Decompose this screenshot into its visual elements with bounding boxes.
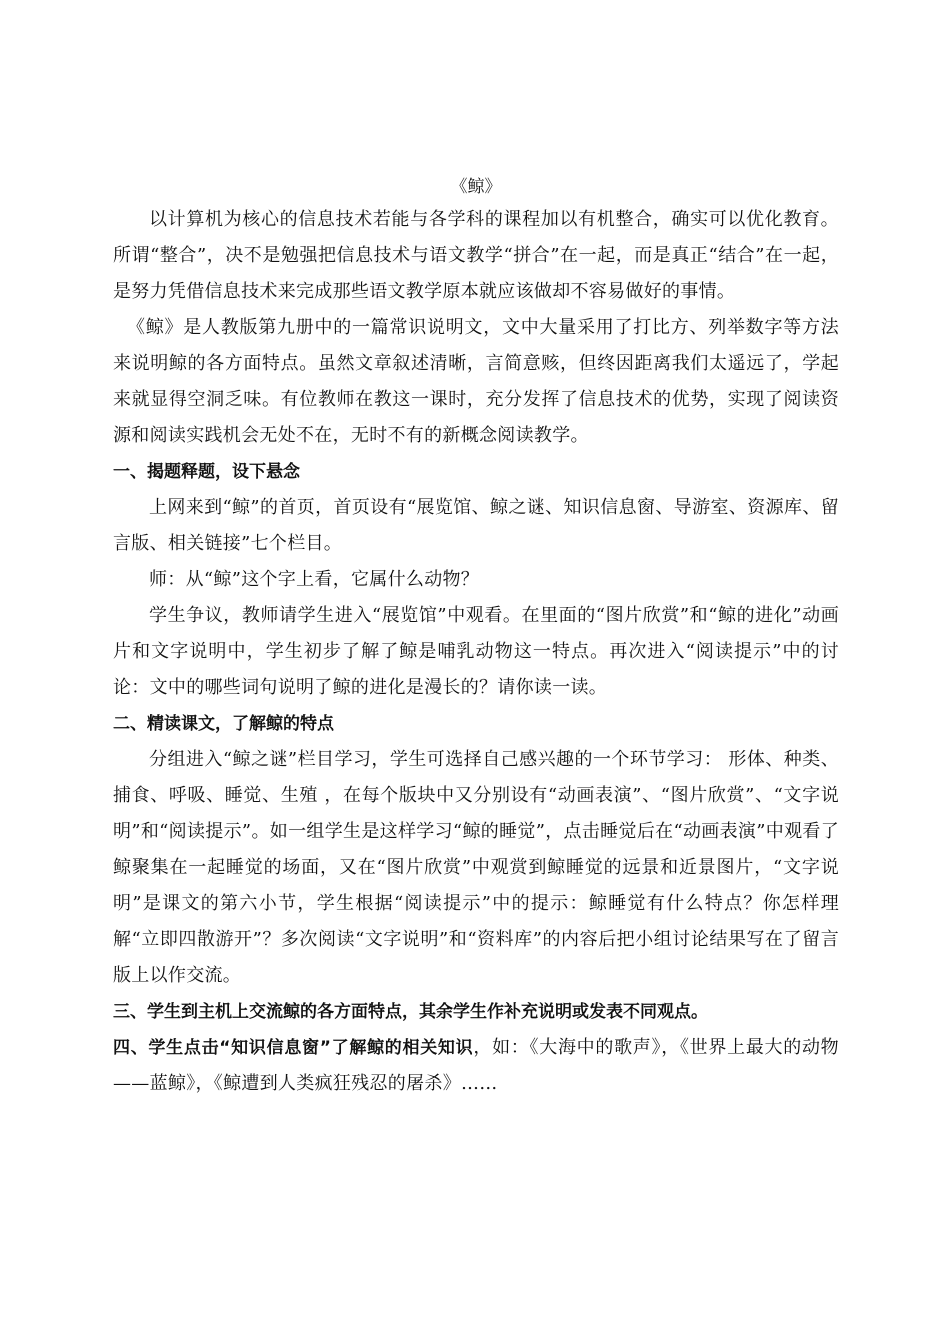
intro-paragraph: 以计算机为核心的信息技术若能与各学科的课程加以有机整合，确实可以优化教育。所谓“整合”，决不是勉强把信息技术与语文教学“拼合”在一起，而是真正“结合”在一起，是努力凭借信息技术来完成那些语文教学原本就应该做却不容易做好的事情。 — [113, 209, 839, 302]
section-2-heading: 二、精读课文，了解鲸的特点 — [113, 714, 334, 734]
document-page — [113, 176, 839, 1102]
section-4-heading: 四、学生点击“知识信息窗”了解鲸的相关知识 — [113, 1038, 474, 1058]
section-2-paragraph-1: 分组进入“鲸之谜”栏目学习，学生可选择自己感兴趣的一个环节学习： 形体、种类、捕食、呼吸、睡觉、生殖 ，在每个版块中又分别设有“动画表演”、“图片欣赏”、“文字说明”和“阅读提示”。如一组学生是这样学习“鲸的睡觉”，点击睡觉后在“动画表演”中观看了鲸聚集在一起睡觉的场面，又在“图片欣赏”中观赏到鲸睡觉的远景和近景图片，“文字说明”是课文的第六小节，学生根据“阅读提示”中的提示：鲸睡觉有什么特点？你怎样理解“立即四散游开”？多次阅读“文字说明”和“资料库”的内容后把小组讨论结果写在了留言版上以作交流。 — [113, 749, 839, 986]
section-1-paragraph-1: 上网来到“鲸”的首页，首页设有“展览馆、鲸之谜、知识信息窗、导游室、资源库、留言版、相关链接”七个栏目。 — [113, 497, 839, 554]
section-1-paragraph-2: 师：从“鲸”这个字上看，它属什么动物？ — [149, 569, 480, 590]
section-1-paragraph-3: 学生争议，教师请学生进入“展览馆”中观看。在里面的“图片欣赏”和“鲸的进化”动画片和文字说明中，学生初步了解了鲸是哺乳动物这一特点。再次进入“阅读提示”中的讨论：文中的哪些词句说明了鲸的进化是漫长的？请你读一读。 — [113, 605, 839, 698]
section-1-heading: 一、揭题释题，设下悬念 — [113, 462, 300, 482]
background-paragraph: 《鲸》是人教版第九册中的一篇常识说明文，文中大量采用了打比方、列举数字等方法来说明鲸的各方面特点。虽然文章叙述清晰，言简意赅，但终因距离我们太遥远了，学起来就显得空洞乏味。有位教师在教这一课时，充分发挥了信息技术的优势，实现了阅读资源和阅读实践机会无处不在，无时不有的新概念阅读教学。 — [113, 317, 839, 446]
section-4-text: ，如：《大海中的歌声》，《世界上最大的动物——蓝鲸》，《鲸遭到人类疯狂残忍的屠杀》…… — [113, 1037, 839, 1094]
section-3-heading: 三、学生到主机上交流鲸的各方面特点，其余学生作补充说明或发表不同观点。 — [113, 1002, 708, 1022]
document-title: 《鲸》 — [450, 177, 502, 197]
section-4-paragraph — [113, 1030, 839, 1102]
